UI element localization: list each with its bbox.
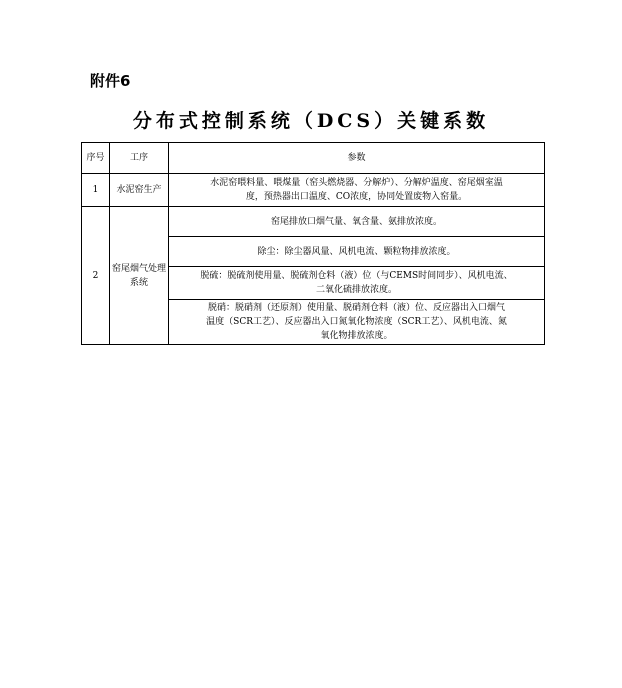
header-no: 序号 — [82, 143, 110, 174]
document-title: 分布式控制系统（DCS）关键系数 — [132, 110, 490, 132]
row-number: 2 — [82, 207, 110, 345]
row-number: 1 — [82, 174, 110, 207]
table-row — [82, 174, 545, 207]
header-params: 参数 — [169, 143, 545, 174]
params-line: 脱硫：脱硫剂使用量、脱硫剂仓料（液）位（与CEMS时间同步）、风机电流、 — [200, 271, 513, 281]
params-line: 水泥窑喂料量、喂煤量（窑头燃烧器、分解炉）、分解炉温度、窑尾烟室温 — [210, 178, 503, 188]
row-params — [169, 267, 545, 300]
row-params: 窑尾排放口烟气量、氧含量、氨排放浓度。 — [169, 207, 545, 237]
row-params — [169, 174, 545, 207]
header-process: 工序 — [110, 143, 169, 174]
attachment-label: 附件6 — [90, 72, 131, 90]
params-line: 脱硝：脱硝剂（还原剂）使用量、脱硝剂仓料（液）位、反应器出入口烟气 — [207, 303, 505, 313]
row-params — [169, 300, 545, 345]
row-process: 窑尾烟气处理系统 — [110, 207, 169, 345]
table-row — [82, 207, 545, 237]
params-line: 度，预热器出口温度、CO浓度，协同处置废物入窑量。 — [245, 192, 468, 202]
row-process: 水泥窑生产 — [110, 174, 169, 207]
params-line: 温度（SCR工艺）、反应器出入口氮氧化物浓度（SCR工艺）、风机电流、氮 — [206, 317, 507, 327]
row-params: 除尘：除尘器风量、风机电流、颗粒物排放浓度。 — [169, 237, 545, 267]
parameters-table — [81, 142, 545, 345]
params-line: 氧化物排放浓度。 — [320, 331, 393, 341]
table-header-row — [82, 143, 545, 174]
params-line: 二氧化硫排放浓度。 — [315, 285, 397, 295]
